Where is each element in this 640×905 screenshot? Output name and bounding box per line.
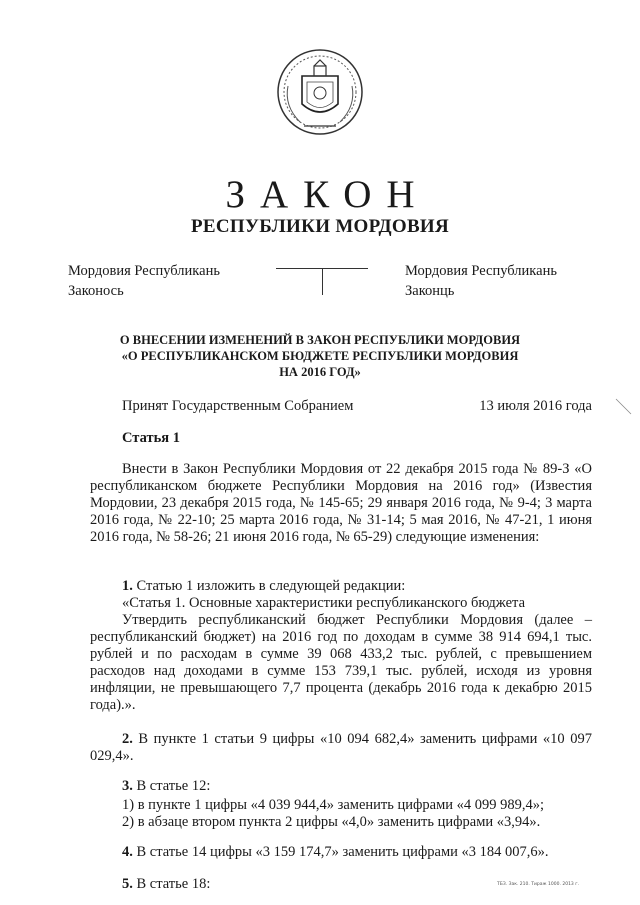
header-left-block [68,261,220,301]
scan-artifact-mark [613,396,635,418]
adopted-date: 13 июля 2016 года [479,398,592,414]
law-title-line1: О ВНЕСЕНИИ ИЗМЕНЕНИЙ В ЗАКОН РЕСПУБЛИКИ МОРДОВИЯ [119,333,521,347]
item-4 [90,844,592,861]
article-intro-paragraph: Внести в Закон Республики Мордовия от 22 декабря 2015 года № 89-З «О республиканском бюджете Республики Мордовия на 2016 год» (Известия Мордовии, 23 декабря 2015 года, № 145-65; 29 января 2016 года, № 9-4; 3 марта 2016 года, № 22-10; 25 марта 2016 года, № 31-14; 5 мая 2016, № 47-21, 1 июня 2016 года, № 58-26; 21 июня 2016 года, № 65-29) следующие изменения: [90,461,592,545]
header-right-line2: Законць [405,283,455,299]
item-3-subitem-2: 2) в абзаце втором пункта 2 цифры «4,0» заменить цифрами «3,94». [122,814,541,830]
item-2-number: 2. [122,731,133,747]
item-3 [90,778,592,795]
header-divider-vertical [322,268,323,295]
law-title-line3: НА 2016 ГОД» [279,365,361,379]
item-3-number: 3. [122,778,133,794]
item-1-quote: «Статья 1. Основные характеристики республиканского бюджета [122,595,526,611]
law-title [80,332,560,380]
adopted-label: Принят Государственным Собранием [122,398,354,414]
article-heading: Статья 1 [122,430,180,446]
item-3-text: В статье 12: [132,778,211,794]
item-5-number: 5. [122,876,133,892]
header-left-line1: Мордовия Республикань [68,263,220,279]
item-1-text: Статью 1 изложить в следующей редакции: [132,578,406,594]
coat-of-arms-emblem [274,46,366,138]
item-2-text: В пункте 1 статьи 9 цифры «10 094 682,4» заменить цифрами «10 097 029,4». [90,731,592,764]
print-mark: ТБЗ. Зак. 210. Тираж 1000. 2013 г. [497,882,580,887]
header-right-line1: Мордовия Республикань [405,263,557,279]
item-5-text: В статье 18: [132,876,211,892]
header-right-block [405,261,557,301]
item-3-subitem-1: 1) в пункте 1 цифры «4 039 944,4» заменить цифрами «4 099 989,4»; [122,797,545,813]
item-4-number: 4. [122,844,133,860]
document-subtitle: РЕСПУБЛИКИ МОРДОВИЯ [190,216,450,237]
header-left-line2: Законось [68,283,124,299]
item-4-text: В статье 14 цифры «3 159 174,7» заменить цифрами «3 184 007,6». [132,844,549,860]
item-2 [90,731,592,765]
law-title-line2: «О РЕСПУБЛИКАНСКОМ БЮДЖЕТЕ РЕСПУБЛИКИ МОРДОВИЯ [121,349,519,363]
item-1 [90,578,592,595]
document-title: ЗАКОН [225,173,430,216]
item-1-number: 1. [122,578,133,594]
item-1-body: Утвердить республиканский бюджет Республики Мордовия (далее – республиканский бюджет) на 2016 год по доходам в сумме 38 914 694,1 тыс. рублей и по расходам в сумме 39 068 433,2 тыс. рублей, с превышением расходов над доходами в сумме 153 739,1 тыс. рублей, исходя из уровня инфляции, не превышающего 7,7 процента (декабрь 2016 года к декабрю 2015 года).». [90,612,592,713]
